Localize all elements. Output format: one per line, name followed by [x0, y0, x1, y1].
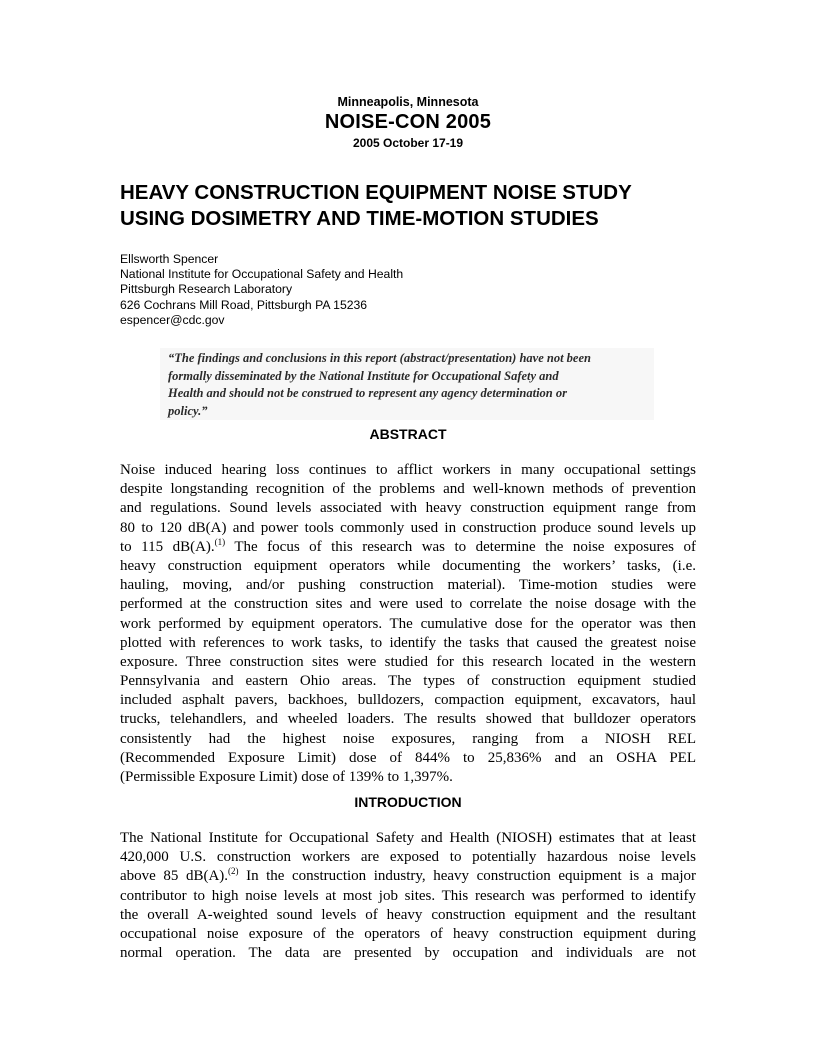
abstract-heading: ABSTRACT	[369, 426, 447, 442]
introduction-line: the overall A-weighted sound levels of heavy construction equipment and the resultant	[120, 906, 696, 923]
abstract-line: consistently had the highest noise exposures, ranging from a NIOSH REL	[120, 730, 696, 747]
abstract-line-text: The focus of this research was to determine the noise exposures of	[225, 538, 696, 555]
introduction-line: The National Institute for Occupational Safety and Health (NIOSH) estimates that at least	[120, 830, 696, 846]
abstract-line-text: to 115 dB(A).	[120, 538, 215, 555]
abstract-line-with-reference	[120, 538, 696, 557]
conference-location: Minneapolis, Minnesota	[337, 95, 479, 109]
introduction-line: occupational noise exposure of the operators of heavy construction equipment during	[120, 925, 696, 942]
abstract-line: plotted with references to work tasks, to identify the tasks that caused the greatest noise	[120, 634, 696, 651]
abstract-line: despite longstanding recognition of the problems and well-known methods of prevention	[120, 481, 696, 498]
abstract-line: Noise induced hearing loss continues to afflict workers in many occupational settings	[120, 462, 696, 478]
author-laboratory: Pittsburgh Research Laboratory	[120, 282, 293, 297]
abstract-line: heavy construction equipment operators while documenting the workers’ tasks, (i.e.	[120, 557, 696, 574]
disclaimer-text	[168, 350, 654, 420]
reference-1: (1)	[214, 536, 226, 547]
disclaimer-line-4: policy.”	[168, 403, 208, 418]
disclaimer-line-2: formally disseminated by the National Institute for Occupational Safety and	[168, 368, 559, 383]
abstract-line: (Recommended Exposure Limit) dose of 844% to 25,836% and an OSHA PEL	[120, 749, 696, 766]
abstract-paragraph	[120, 461, 696, 787]
reference-2: (2)	[228, 866, 239, 877]
abstract-line: (Permissible Exposure Limit) dose of 139% to 1,397%.	[120, 769, 453, 785]
introduction-heading: INTRODUCTION	[354, 794, 462, 810]
paper-title-line-2: USING DOSIMETRY AND TIME-MOTION STUDIES	[120, 207, 599, 230]
abstract-line: hauling, moving, and/or pushing construction material). Time-motion studies were	[120, 577, 696, 594]
paper-title-line-1: HEAVY CONSTRUCTION EQUIPMENT NOISE STUDY	[120, 181, 632, 204]
abstract-line: performed at the construction sites and were used to correlate the noise dosage with the	[120, 596, 696, 613]
author-address: 626 Cochrans Mill Road, Pittsburgh PA 15236	[120, 297, 368, 312]
author-organization: National Institute for Occupational Safety and Health	[120, 267, 404, 282]
abstract-line: Pennsylvania and eastern Ohio areas. The types of construction equipment studied	[120, 673, 696, 690]
introduction-paragraph	[120, 829, 696, 963]
introduction-line: 420,000 U.S. construction workers are exposed to potentially hazardous noise levels	[120, 849, 696, 866]
introduction-line: contributor to high noise levels at most job sites. This research was performed to identify	[120, 887, 696, 904]
author-name: Ellsworth Spencer	[120, 252, 219, 266]
conference-date: 2005 October 17-19	[352, 136, 464, 150]
introduction-line: normal operation. The data are presented by occupation and individuals are not	[120, 945, 696, 962]
author-email: espencer@cdc.gov	[120, 312, 225, 327]
abstract-line: trucks, telehandlers, and wheeled loaders. The results showed that bulldozer operators	[120, 711, 696, 728]
abstract-line: included asphalt pavers, backhoes, bulldozers, compaction equipment, excavators, haul	[120, 692, 696, 709]
disclaimer-box	[160, 348, 654, 420]
introduction-line-with-reference	[120, 867, 696, 886]
abstract-line: exposure. Three construction sites were studied for this research located in the western	[120, 653, 696, 670]
abstract-line: work performed by equipment operators. The cumulative dose for the operator was then	[120, 615, 696, 632]
disclaimer-line-1: “The findings and conclusions in this report (abstract/presentation) have not been	[168, 351, 591, 365]
introduction-line-text: above 85 dB(A).	[120, 868, 229, 885]
abstract-line: 80 to 120 dB(A) and power tools commonly used in construction produce sound levels up	[120, 519, 696, 536]
conference-name: NOISE-CON 2005	[324, 111, 492, 133]
author-block	[120, 252, 403, 328]
abstract-line: and regulations. Sound levels associated with heavy construction equipment range from	[120, 500, 696, 517]
disclaimer-line-3: Health and should not be construed to represent any agency determination or	[168, 386, 567, 401]
introduction-line-text: In the construction industry, heavy construction equipment is a major	[238, 868, 696, 885]
paper-title	[120, 180, 720, 232]
